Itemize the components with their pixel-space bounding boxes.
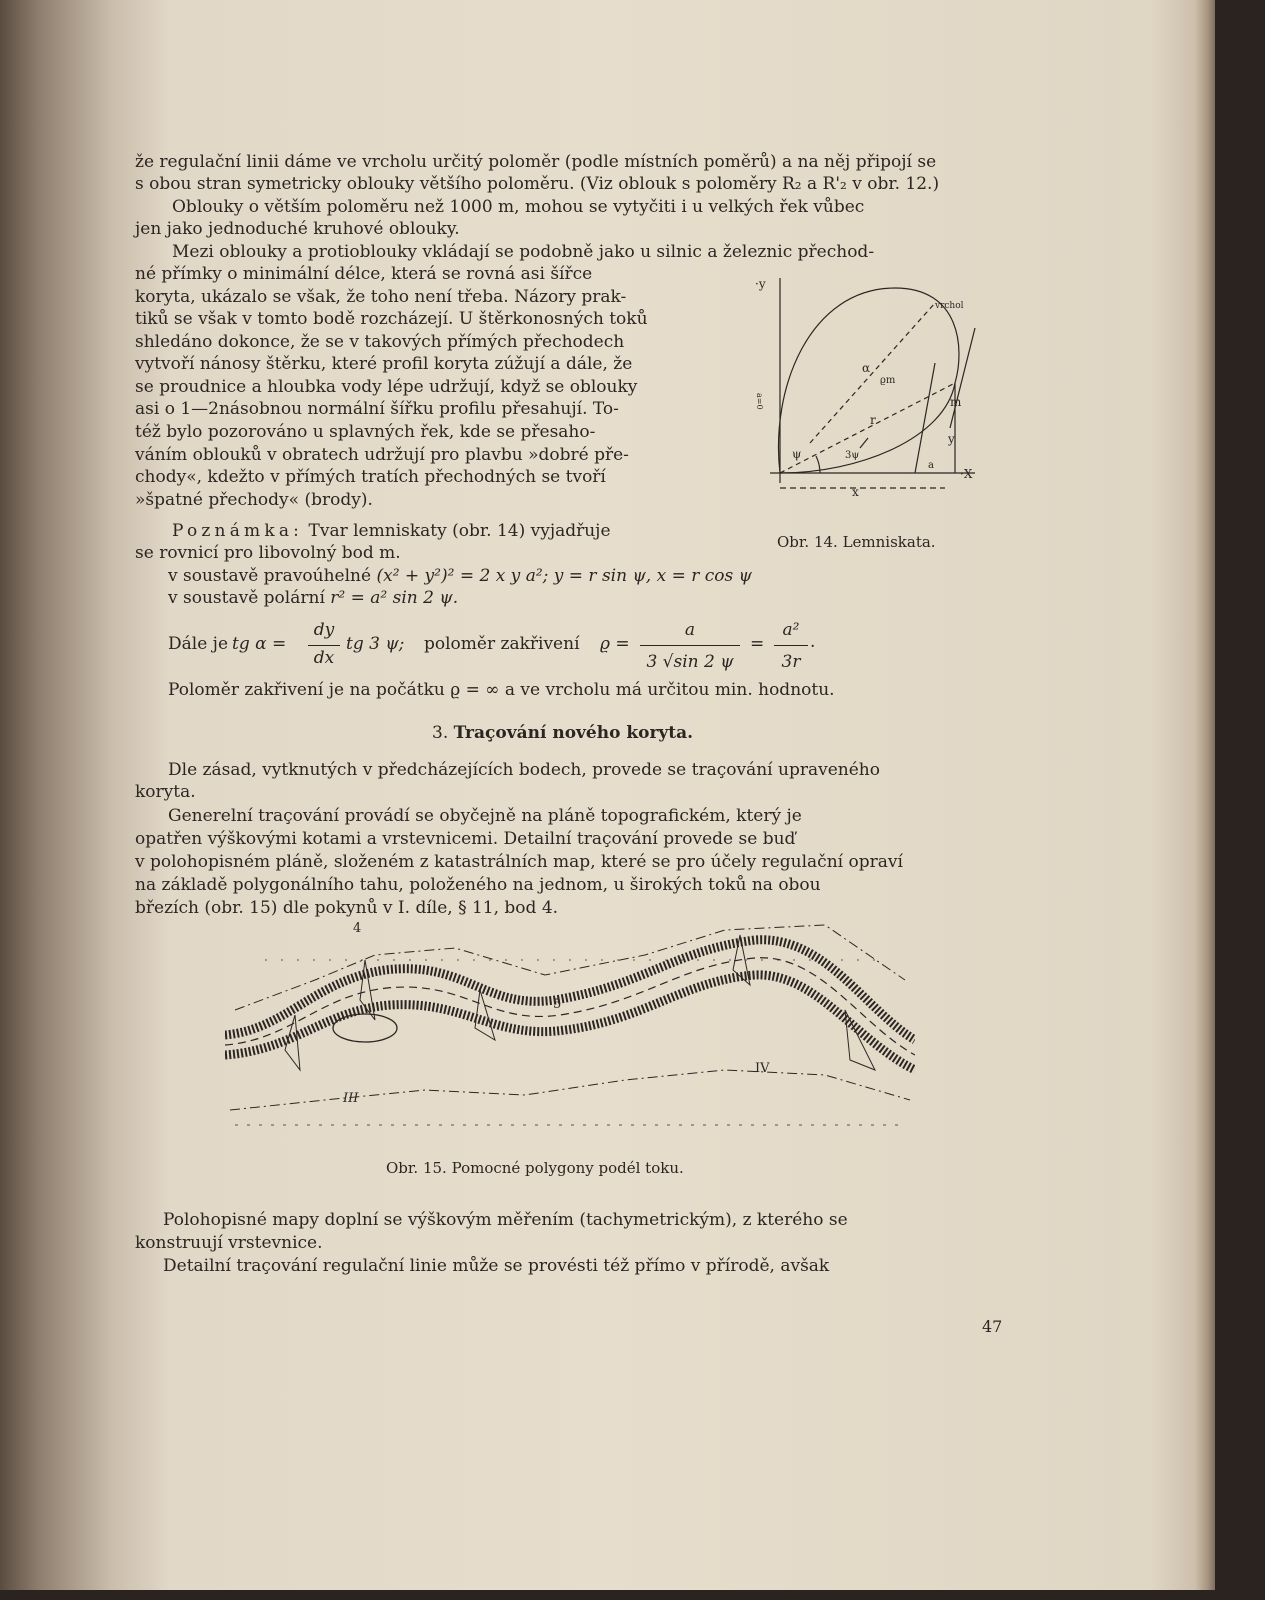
text-line: chody«, kdežto v přímých tratích přechodných se tvoří — [135, 467, 606, 487]
text-line: asi o 1—2násobnou normální šířku profilu přesahují. To- — [135, 399, 619, 419]
station-label-iii: III — [343, 1091, 359, 1106]
river-bank-lower — [225, 975, 915, 1070]
r-label: r — [870, 413, 876, 427]
book-spine — [1195, 0, 1215, 1590]
station-label-4: 4 — [353, 921, 362, 936]
river-centerline — [225, 958, 915, 1055]
radius-label: poloměr zakřivení — [424, 634, 580, 654]
cross-profile — [285, 1015, 300, 1070]
text-line: konstruují vrstevnice. — [135, 1233, 323, 1253]
text-line: v polohopisném pláně, složeném z katastrálních map, které se pro účely regulační opraví — [135, 852, 903, 872]
text-line: též bylo pozorováno u splavných řek, kde se přesaho- — [135, 422, 596, 442]
text-line: Dle zásad, vytknutých v předcházejících bodech, provede se traçování upraveného — [168, 760, 880, 780]
text-line: opatřen výškovými kotami a vrstevnicemi. Detailní traçování provede se buď — [135, 829, 796, 849]
text-line: koryta, ukázalo se však, že toho není třeba. Názory prak- — [135, 287, 627, 307]
text-line: tiků se však v tomto bodě rozcházejí. U štěrkonosných toků — [135, 309, 648, 329]
3r-denominator: 3r — [781, 652, 801, 672]
station-label-iv: IV — [755, 1061, 770, 1076]
period: . — [810, 632, 816, 652]
dy-numerator: dy — [313, 620, 335, 640]
a2-fraction-bar — [774, 645, 808, 646]
alpha-small-label: a — [928, 460, 934, 471]
text-line: shledáno dokonce, že se v takových přímých přechodech — [135, 332, 625, 352]
text-line: jen jako jednoduché kruhové oblouky. — [135, 219, 460, 239]
dx-denominator: dx — [313, 648, 335, 668]
y-axis-label: ·y — [755, 277, 766, 291]
figure-15-river-polygons — [225, 920, 915, 1150]
polar-equation: r² = a² sin 2 ψ. — [330, 588, 459, 608]
text-line: Oblouky o větším poloměru než 1000 m, mohou se vytyčiti i u velkých řek vůbec — [172, 197, 865, 217]
dale-je-label: Dále je — [168, 634, 228, 654]
text-line: že regulační linii dáme ve vrcholu určitý poloměr (podle místních poměrů) a na něj připojí se — [135, 152, 937, 172]
text-line: Polohopisné mapy doplní se výškovým měřením (tachymetrickým), z kterého se — [163, 1210, 848, 1230]
x-axis-label: ·X — [960, 467, 973, 481]
a-numerator: a — [684, 620, 696, 640]
three-psi-label: 3ψ — [845, 450, 860, 461]
dy-dx-bar — [308, 645, 340, 646]
section-heading — [432, 723, 693, 743]
psi-label: ψ — [792, 447, 802, 461]
x-label: x — [852, 485, 859, 499]
text-line: se proudnice a hloubka vody lépe udržují, když se oblouky — [135, 377, 638, 397]
note-line — [172, 521, 611, 542]
text-line: Generelní traçování provádí se obyčejně na pláně topografickém, který je — [168, 806, 802, 826]
figure-15-caption: Obr. 15. Pomocné polygony podél toku. — [386, 1159, 684, 1177]
figure-14-caption: Obr. 14. Lemniskata. — [777, 533, 936, 551]
cartesian-equation: (x² + y²)² = 2 x y a²; y = r sin ψ, x = r cos ψ — [376, 566, 752, 586]
text-line: »špatné přechody« (brody). — [135, 490, 373, 510]
a-zero-label: a=0 — [755, 393, 764, 410]
text-line: vytvoří nánosy štěrku, které profil koryta zúžují a dále, že — [135, 354, 633, 374]
text-line: koryta. — [135, 782, 196, 802]
vertex-label: vrchol — [935, 301, 964, 311]
rho-equals: ϱ = — [600, 634, 630, 654]
tangent-upper — [950, 328, 975, 428]
figure-14-lemniscate — [750, 268, 990, 508]
text-line: váním oblouků v obratech udržují pro plavbu »dobré pře- — [135, 445, 629, 465]
rho-tick — [860, 438, 868, 448]
alpha-label: α — [862, 361, 871, 375]
text-line: né přímky o minimální délce, která se rovná asi šířce — [135, 264, 593, 284]
cross-profile — [845, 1010, 875, 1070]
text-line: s obou stran symetricky oblouky většího poloměru. (Viz oblouk s poloměry R₂ a R'₂ v obr. 12.) — [135, 174, 940, 194]
tg-3psi: tg 3 ψ; — [346, 634, 405, 654]
page-number: 47 — [982, 1317, 1003, 1336]
tangent-line — [915, 363, 935, 473]
text-line: Mezi oblouky a protioblouky vkládají se podobně jako u silnic a železnic přechod- — [172, 242, 875, 262]
cartesian-label: v soustavě pravoúhelné — [168, 566, 372, 586]
equation-cartesian — [168, 566, 752, 586]
section-title: Traçování nového koryta. — [453, 723, 694, 743]
rho-fraction-bar — [640, 645, 740, 646]
y-label: y — [948, 432, 955, 446]
text-line: Detailní traçování regulační linie může se provésti též přímo v přírodě, avšak — [163, 1256, 830, 1276]
note-text: Tvar lemniskaty (obr. 14) vyjadřuje — [308, 521, 611, 541]
point-m-label: m — [950, 395, 962, 409]
polygon-lower — [230, 1070, 910, 1110]
station-label-5: 5 — [553, 997, 562, 1012]
a2-numerator: a² — [782, 620, 800, 640]
polar-label: v soustavě polární — [168, 588, 325, 608]
text-line: na základě polygonálního tahu, položeného na jednom, u širokých toků na obou — [135, 875, 821, 895]
radius-sentence: Poloměr zakřivení je na počátku ϱ = ∞ a ve vrcholu má určitou min. hodnotu. — [168, 680, 835, 700]
island — [333, 1014, 397, 1042]
equation-polar — [168, 588, 458, 608]
equals-sign: = — [750, 634, 765, 654]
text-line: březích (obr. 15) dle pokynů v I. díle, § 11, bod 4. — [135, 898, 559, 918]
root-denominator: 3 √sin 2 ψ — [646, 652, 734, 672]
note-label: Poznámka: — [172, 521, 304, 541]
rho-m-label: ϱm — [880, 375, 896, 386]
section-number: 3. — [432, 723, 449, 743]
note-line-2: se rovnicí pro libovolný bod m. — [135, 543, 401, 563]
tg-alpha: tg α = — [232, 634, 287, 654]
